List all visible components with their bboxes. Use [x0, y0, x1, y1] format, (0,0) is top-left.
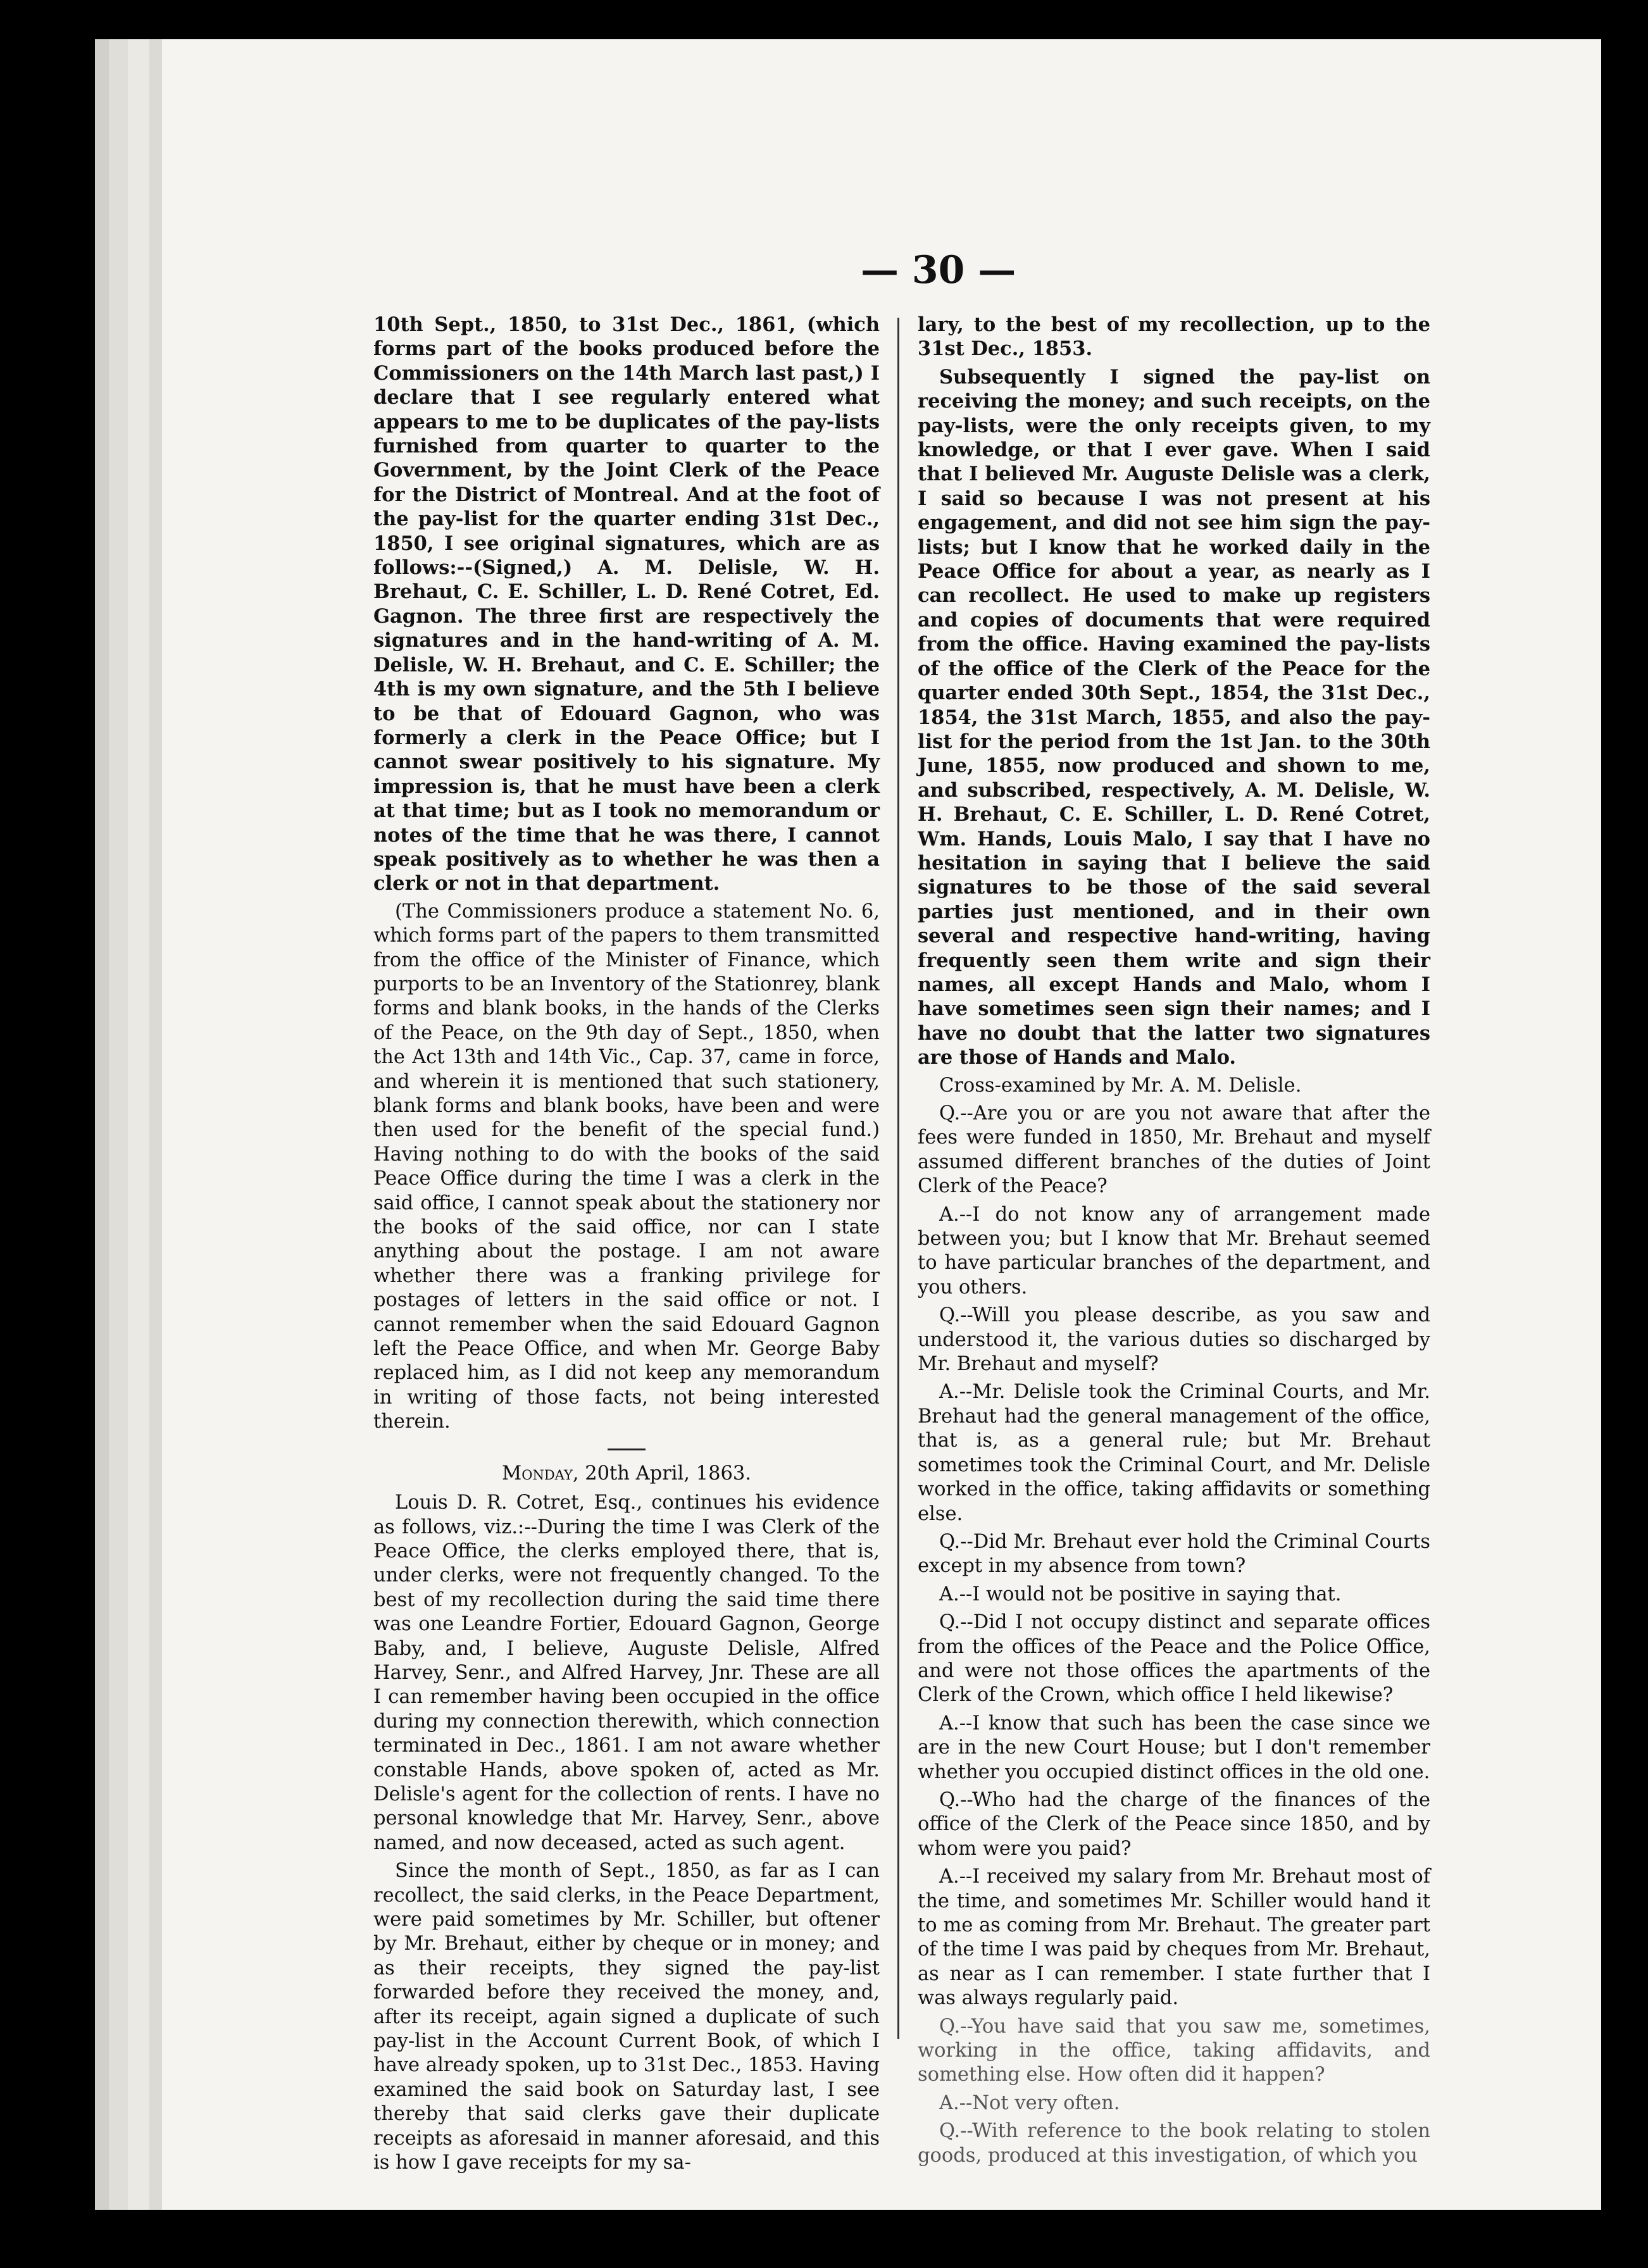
- paragraph: Since the month of Sept., 1850, as far as I can recollect, the said clerks, in the Peace Department, were paid sometimes by Mr. Schiller, but oftener by Mr. Brehaut, either by cheque or in money; and as their receipts, they signed the pay-list forwarded before they received the money, and, after its receipt, again signed a duplicate of such pay-list in the Account Current Book, of which I have already spoken, up to 31st Dec., 1853. Having examined the said book on Saturday last, I see thereby that said clerks gave their duplicate receipts as aforesaid in manner aforesaid, and this is how I gave receipts for my sa-: [373, 1860, 880, 2174]
- question: Q.--With reference to the book relating to stolen goods, produced at this investigation, of which you: [918, 2120, 1430, 2167]
- answer: A.--I would not be positive in saying that.: [939, 1583, 1342, 1605]
- page-edge: [128, 39, 149, 2210]
- question: Q.--Did I not occupy distinct and separate offices from the offices of the Peace and the Police Office, and were not those offices the apartments of the Clerk of the Crown, which office I held likewise?: [918, 1611, 1430, 1707]
- paragraph: Louis D. R. Cotret, Esq., continues his evidence as follows, viz.:--During the time I was Clerk of the Peace Office, the clerks employed there, that is, under clerks, were not frequently changed. To the best of my recollection during the said time there was one Leandre Fortier, Edouard Gagnon, George Baby, and, I believe, Auguste Delisle, Alfred Harvey, Senr., and Alfred Harvey, Jnr. These are all I can remember having been occupied in the office during my connection therewith, which connection terminated in Dec., 1861. I am not aware whether constable Hands, above spoken of, acted as Mr. Delisle's agent for the collection of rents. I have no personal knowledge that Mr. Harvey, Senr., above named, and now deceased, acted as such agent.: [373, 1492, 880, 1854]
- answer: A.--I know that such has been the case since we are in the new Court House; but I don't remember whether you occupied distinct offices in the old one.: [918, 1712, 1430, 1783]
- page-edge: [109, 39, 128, 2210]
- answer: A.--I do not know any of arrangement made between you; but I know that Mr. Brehaut seemed to have particular branches of the department, and you others.: [918, 1203, 1430, 1299]
- question: Q.--Will you please describe, as you saw and understood it, the various duties so discharged by Mr. Brehaut and myself?: [918, 1304, 1430, 1376]
- page-edge: [149, 39, 162, 2210]
- right-column: [918, 313, 1430, 2172]
- column-divider: [897, 318, 899, 2039]
- paragraph: lary, to the best of my recollection, up to the 31st Dec., 1853.: [918, 313, 1430, 361]
- cross-examination-heading: Cross-examined by Mr. A. M. Delisle.: [939, 1074, 1302, 1097]
- date-heading: [373, 1462, 880, 1486]
- page-edge: [95, 39, 109, 2210]
- document-page: [95, 39, 1601, 2210]
- question: Q.--You have said that you saw me, sometimes, working in the office, taking affidavits, and something else. How often did it happen?: [918, 2015, 1430, 2086]
- paragraph: (The Commissioners produce a statement No. 6, which forms part of the papers to them transmitted from the office of the Minister of Finance, which purports to be an Inventory of the Stationrey, blank forms and blank books, in the hands of the Clerks of the Peace, on the 9th day of Sept., 1850, when the Act 13th and 14th Vic., Cap. 37, came in force, and wherein it is mentioned that such stationery, blank forms and blank books, have been and were then used for the benefit of the special fund.) Having nothing to do with the books of the said Peace Office during the time I was a clerk in the said office, I cannot speak about the stationery nor the books of the said office, nor can I state anything about the postage. I am not aware whether there was a franking privilege for postages of letters in the said office or not. I cannot remember when the said Edouard Gagnon left the Peace Office, and when Mr. George Baby replaced him, as I did not keep any memorandum in writing of those facts, not being interested therein.: [373, 900, 880, 1433]
- answer: A.--Mr. Delisle took the Criminal Courts, and Mr. Brehaut had the general management of the office, that is, as a general rule; but Mr. Brehaut sometimes took the Criminal Court, and Mr. Delisle worked in the office, taking affidavits or something else.: [918, 1381, 1430, 1525]
- left-column: [373, 313, 880, 2179]
- paragraph: Subsequently I signed the pay-list on receiving the money; and such receipts, on the pay-lists, were the only receipts given, to my knowledge, or that I ever gave. When I said that I believed Mr. Auguste Delisle was a clerk, I said so because I was not present at his engagement, and did not see him sign the pay-lists; but I know that he worked daily in the Peace Office for about a year, as nearly as I can recollect. He used to make up registers and copies of documents that were required from the office. Having examined the pay-lists of the office of the Clerk of the Peace for the quarter ended 30th Sept., 1854, the 31st Dec., 1854, the 31st March, 1855, and also the pay-list for the period from the 1st Jan. to the 30th June, 1855, now produced and shown to me, and subscribed, respectively, A. M. Delisle, W. H. Brehaut, C. E. Schiller, L. D. René Cotret, Wm. Hands, Louis Malo, I say that I have no hesitation in saying that I believe the said signatures to be those of the said several parties just mentioned, and in their own several and respective hand-writing, having frequently seen them write and sign their names, all except Hands and Malo, whom I have sometimes seen sign their names; and I have no doubt that the latter two signatures are those of Hands and Malo.: [918, 365, 1430, 1069]
- date-rest: , 20th April, 1863.: [572, 1462, 751, 1485]
- answer: A.--I received my salary from Mr. Brehaut most of the time, and sometimes Mr. Schiller would hand it to me as coming from Mr. Brehaut. The greater part of the time I was paid by cheques from Mr. Brehaut, as near as I can remember. I state further that I was always regularly paid.: [918, 1866, 1430, 2010]
- question: Q.--Did Mr. Brehaut ever hold the Criminal Courts except in my absence from town?: [918, 1530, 1430, 1578]
- question: Q.--Are you or are you not aware that after the fees were funded in 1850, Mr. Brehaut and myself assumed different branches of the duties of Joint Clerk of the Peace?: [918, 1102, 1430, 1198]
- section-separator: [608, 1449, 646, 1450]
- paragraph: 10th Sept., 1850, to 31st Dec., 1861, (which forms part of the books produced before the Commissioners on the 14th March last past,) I declare that I see regularly entered what appears to me to be duplicates of the pay-lists furnished from quarter to quarter to the Government, by the Joint Clerk of the Peace for the District of Montreal. And at the foot of the pay-list for the quarter ending 31st Dec., 1850, I see original signatures, which are as follows:--(Signed,) A. M. Delisle, W. H. Brehaut, C. E. Schiller, L. D. René Cotret, Ed. Gagnon. The three first are respectively the signatures and in the hand-writing of A. M. Delisle, W. H. Brehaut, and C. E. Schiller; the 4th is my own signature, and the 5th I believe to be that of Edouard Gagnon, who was formerly a clerk in the Peace Office; but I cannot swear positively to his signature. My impression is, that he must have been a clerk at that time; but as I took no memorandum or notes of the time that he was there, I cannot speak positively as to whether he was then a clerk or not in that department.: [373, 313, 880, 895]
- page-number: — 30 —: [861, 248, 1016, 292]
- question: Q.--Who had the charge of the finances of the office of the Clerk of the Peace since 1850, and by whom were you paid?: [918, 1788, 1430, 1860]
- date-day: Monday: [502, 1462, 573, 1485]
- answer: A.--Not very often.: [939, 2091, 1120, 2114]
